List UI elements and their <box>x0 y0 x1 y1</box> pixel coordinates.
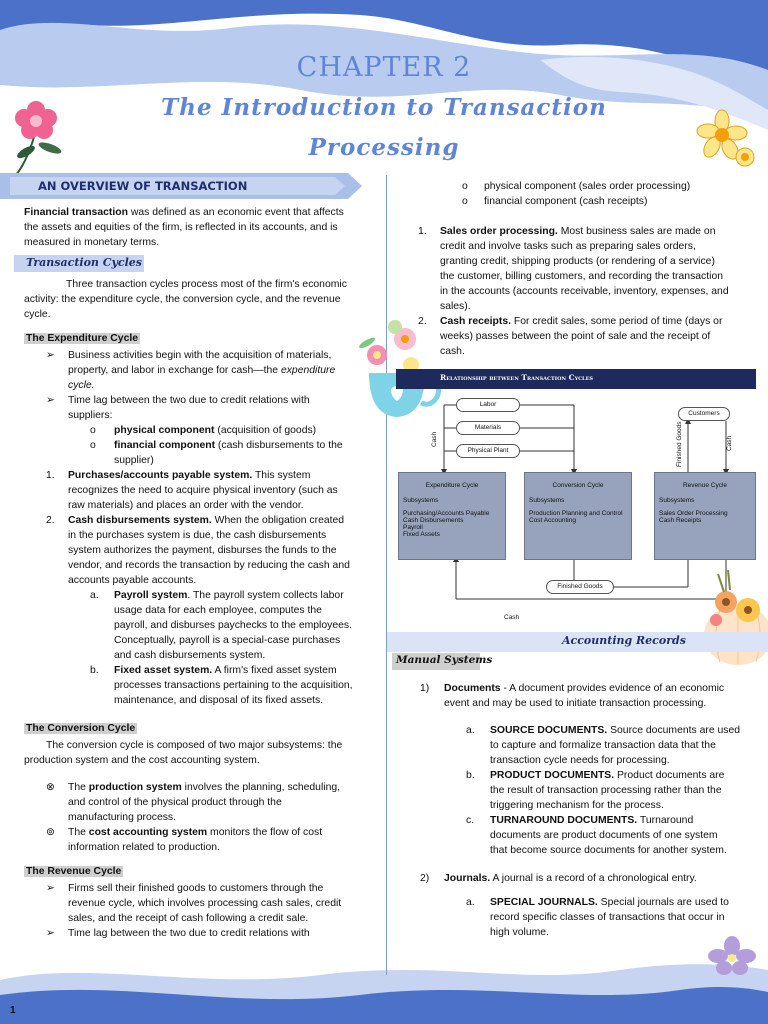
arrow-bullet-icon: ➢ <box>46 350 55 361</box>
finished-goods-vertical-label: Finished Goods <box>676 421 683 467</box>
diagram-title: Relationship between Transaction Cycles <box>440 373 593 382</box>
transaction-cycles-title: Transaction Cycles <box>26 256 142 269</box>
documents-section: 1) Documents - A document provides evidence of an economic event and may be used to initiate transaction processing. a. SOURCE DOCUMENTS. Source documents are used to capture and formalize transaction data that the transaction cycle needs for processing. b. PRODUCT DOCUMENTS. Product documents are the result of transaction processing rather than the triggering mechanism for the process. c. TURNAROUND DOCUMENTS. Turnaround documents are product documents of one system that become source documents for another system. <box>420 683 741 856</box>
revenue-cycle-content: ➢ Firms sell their finished goods to customers through the revenue cycle, which involves processing cash sales, credit sales, and the receipt of cash following a credit sale. ➢ Time lag between the two due to credit relations with <box>46 883 342 939</box>
arrow-bullet-icon: ➢ <box>46 883 55 894</box>
revenue-cycle-box: Revenue Cycle Subsystems Sales Order Processing Cash Receipts <box>654 472 756 560</box>
accounting-records-title: Accounting Records <box>562 634 686 647</box>
transaction-cycles-paragraph: Three transaction cycles process most of the firm's economic activity: the expenditure cycle, the conversion cycle, and the revenue cycle. <box>24 279 347 320</box>
expenditure-cycle-title: The Expenditure Cycle <box>26 333 139 344</box>
journals-section: 2) Journals. A journal is a record of a chronological entry. a. SPECIAL JOURNALS. Special journals are used to record specific classes of transactions that occur in high volume. <box>420 873 729 938</box>
circle-bullet-icon: o <box>462 196 468 207</box>
manual-systems-title: Manual Systems <box>396 654 493 666</box>
chapter-title-line1: The Introduction to Transaction <box>161 94 607 121</box>
labor-node: Labor <box>456 398 520 412</box>
cash-left-label: Cash <box>431 431 438 447</box>
conversion-subsystems-list: ⊗ The production system involves the planning, scheduling, and control of the physical product through the manufacturing process. ⊚ The cost accounting system monitors the flow of cost information related to production. <box>46 782 341 853</box>
expenditure-cycle-box: Expenditure Cycle Subsystems Purchasing/Accounts Payable Cash Disbursements Payroll Fixed Assets <box>398 472 506 560</box>
yellow-flower-icon <box>690 105 765 180</box>
circle-bullet-icon: o <box>462 181 468 192</box>
circle-bullet-icon: o <box>90 425 96 436</box>
revenue-subsystems-list: 1. Sales order processing. Most business sales are made on credit and involve tasks such as preparing sales orders, granting credit, shipping products (or rendering of a service) the customer, billing customers, and recording the transaction in the accounts (accounts receivable, inventory, expenses, and sales). 2. Cash receipts. For credit sales, some period of time (days or weeks) passes between the point of sale and the receipt of cash. <box>418 226 729 357</box>
finished-goods-node: Finished Goods <box>546 580 614 594</box>
revenue-cycle-title: The Revenue Cycle <box>26 866 122 877</box>
pink-flower-icon <box>8 90 88 180</box>
arrow-bullet-icon: ➢ <box>46 928 55 939</box>
circle-bullet-icon: o <box>90 440 96 451</box>
financial-transaction-paragraph: Financial transaction was defined as an economic event that affects the assets and equities of the firm, is reflected in its accounts, and is measured in monetary terms. <box>24 207 344 248</box>
physical-plant-node: Physical Plant <box>456 444 520 458</box>
dotted-circle-bullet-icon: ⊚ <box>46 827 55 838</box>
chapter-heading: CHAPTER 2 <box>296 52 472 83</box>
conversion-cycle-paragraph: The conversion cycle is composed of two major subsystems: the production system and the cost accounting system. <box>24 740 343 766</box>
materials-node: Materials <box>456 421 520 435</box>
chapter-title-line2: Processing <box>308 134 460 161</box>
conversion-cycle-title: The Conversion Cycle <box>26 723 136 734</box>
revenue-components-list: o physical component (sales order processing) o financial component (cash receipts) <box>462 181 691 207</box>
floral-pumpkin-icon <box>698 560 768 670</box>
customers-node: Customers <box>678 407 730 421</box>
footer-wave-background <box>0 940 768 1024</box>
page-number: 1 <box>10 1005 16 1016</box>
cash-bottom-label: Cash <box>504 614 520 621</box>
overview-title: AN OVERVIEW OF TRANSACTION <box>38 179 248 193</box>
orchid-flower-icon <box>706 934 758 978</box>
crossed-circle-bullet-icon: ⊗ <box>46 782 55 793</box>
arrow-bullet-icon: ➢ <box>46 395 55 406</box>
conversion-cycle-box: Conversion Cycle Subsystems Production Planning and Control Cost Accounting <box>524 472 632 560</box>
cash-right-label: Cash <box>726 435 733 451</box>
expenditure-cycle-content: ➢ Business activities begin with the acquisition of materials, property, and labor in exchange for cash—the expenditure cycle. ➢ Time lag between the two due to credit relations with suppliers: o physical component (acquisition of goods) o financial component (cash disbursements to the supplier) 1. Purchases/accounts payable system. This system recognizes the need to acquire physical inventory (such as raw materials) and places an order with the vendor. 2. Cash disbursements system. When the obligation created in the purchases system is due, the cash disbursements system authorizes the payment, disburses the funds to the vendor, and records the transaction by reducing the cash and accounts payable accounts. a. Payroll system. The payroll system collects labor usage data for each employee, computes the payroll, and disburses paychecks to the employees. Conceptually, payroll is a special-case purchases and cash disbursements system. b. Fixed asset system. A firm's fixed asset system processes transactions pertaining to the acquisition, maintenance, and disposal of its fixed assets. <box>46 350 353 706</box>
column-divider <box>386 175 387 975</box>
